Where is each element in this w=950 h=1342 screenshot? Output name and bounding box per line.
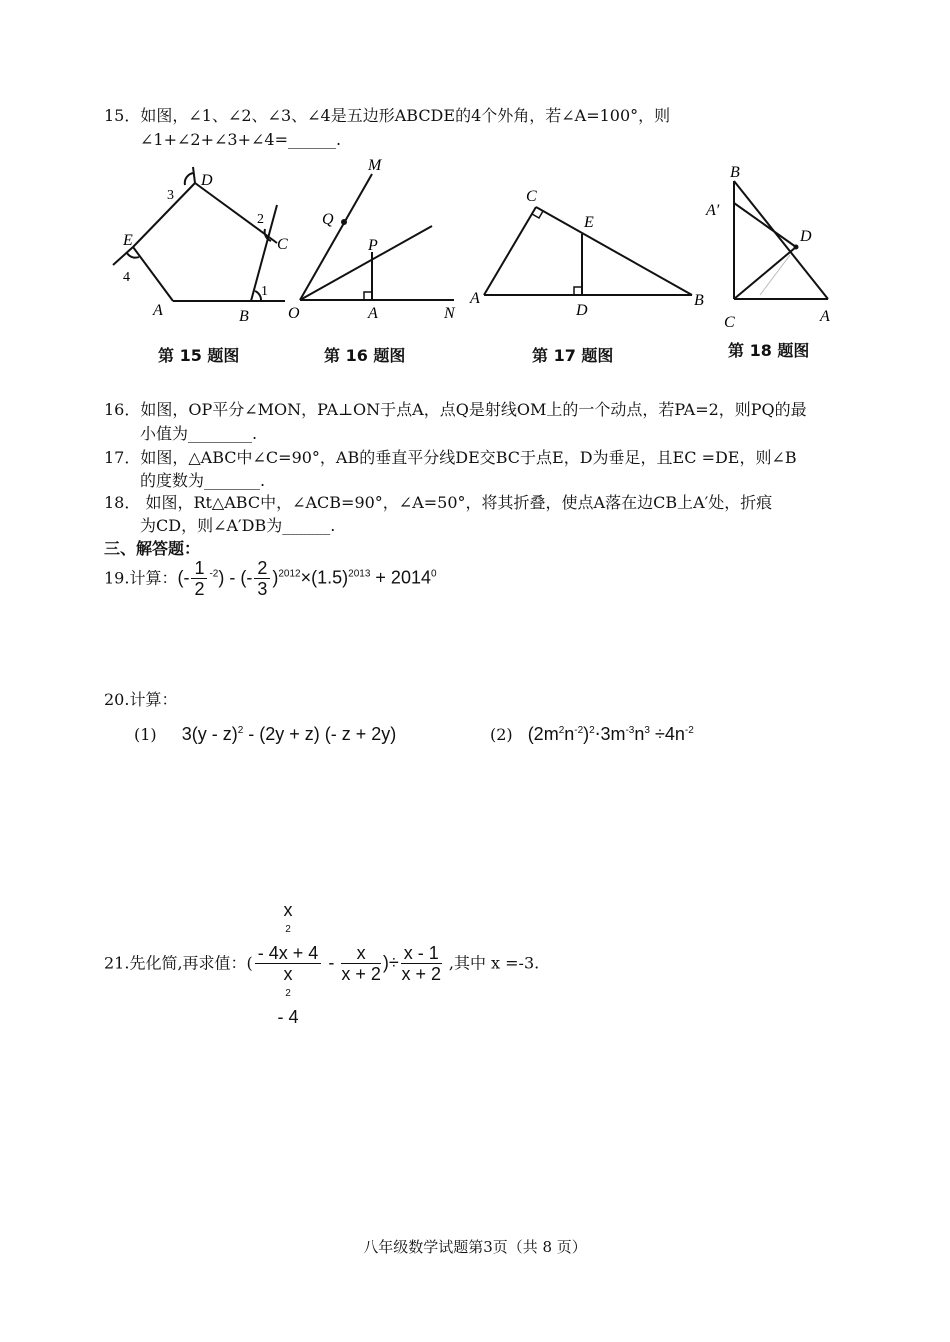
label-B: B — [694, 292, 704, 309]
label-D: D — [576, 302, 588, 319]
page-footer: 八年级数学试题第3页（共 8 页） — [363, 1238, 587, 1256]
label-D: D — [201, 172, 213, 189]
q20-prefix: 20.计算： — [104, 690, 178, 709]
caption-fig15: 第 15 题图 — [158, 346, 240, 365]
q17-line1: 17．如图，△ABC中∠C=90°，AB的垂直平分线DE交BC于点E，D为垂足，且EC =DE，则∠B — [104, 448, 797, 467]
label-A: A — [153, 302, 163, 319]
q15-line1: 15．如图，∠1、∠2、∠3、∠4是五边形ABCDE的4个外角，若∠A=100°，则 — [104, 106, 671, 125]
q16-line1: 16．如图，OP平分∠MON，PA⊥ON于点A，点Q是射线OM上的一个动点，若PA=2，则PQ的最 — [104, 400, 807, 419]
section-heading: 三、解答题： — [104, 539, 201, 558]
label-A-prime: A′ — [706, 202, 720, 219]
label-C: C — [724, 314, 735, 331]
label-C: C — [277, 236, 288, 253]
label-E: E — [123, 232, 133, 249]
q17-line2: 的度数为_______. — [140, 471, 266, 490]
caption-fig18: 第 18 题图 — [728, 341, 810, 360]
q21: 21.先化简,再求值：( x $^2$ - 4x + 4 x $^2$ - 4 - $\frac{x}{x + 2}$ )÷ $\frac{x - 1}{x + 2}$ ,其中 x =-3. — [104, 900, 540, 1027]
label-P: P — [368, 237, 378, 254]
label-E: E — [584, 214, 594, 231]
label-2: 2 — [257, 212, 264, 227]
label-3: 3 — [167, 188, 174, 203]
figure-18-folding — [700, 155, 840, 335]
label-1: 1 — [261, 284, 268, 299]
label-M: M — [368, 157, 382, 174]
q19-prefix: 19.计算： — [104, 568, 178, 588]
label-B: B — [730, 164, 740, 181]
label-O: O — [288, 305, 300, 322]
figure-15-pentagon — [105, 165, 295, 325]
label-A: A — [820, 308, 830, 325]
label-A: A — [470, 290, 480, 307]
q20-part2: (2) $(2m^2n^{-2})^2\cdot 3m^{-3}n^3 \div 4n^{-2}$ — [490, 724, 694, 744]
q20-part1: (1) 3(y - z)$^2$ - (2y + z) (- z + 2y) — [134, 724, 397, 744]
q19: 19.计算：(- $\frac{1}{2}$ $^{-2}$) - (- $\frac{2}{3}$ )$^{2012}\times(1.5)^{2013} + 2014^0$ — [104, 558, 437, 599]
label-D: D — [800, 228, 812, 245]
q18-line1: 18． 如图，Rt△ABC中，∠ACB=90°，∠A=50°，将其折叠，使点A落在边CB上A′处，折痕 — [104, 493, 773, 512]
label-B: B — [239, 308, 249, 325]
caption-fig16: 第 16 题图 — [324, 346, 406, 365]
figure-17-triangle — [468, 183, 708, 323]
q15-line2: ∠1+∠2+∠3+∠4=______. — [140, 130, 342, 149]
q18-line2: 为CD，则∠A′DB为______. — [140, 516, 336, 535]
label-4: 4 — [123, 270, 130, 285]
q16-line2: 小值为________. — [140, 424, 258, 443]
caption-fig17: 第 17 题图 — [532, 346, 614, 365]
label-C: C — [526, 188, 537, 205]
figure-16-angle — [284, 152, 464, 322]
label-A: A — [368, 305, 378, 322]
label-N: N — [444, 305, 455, 322]
label-Q: Q — [322, 211, 334, 228]
